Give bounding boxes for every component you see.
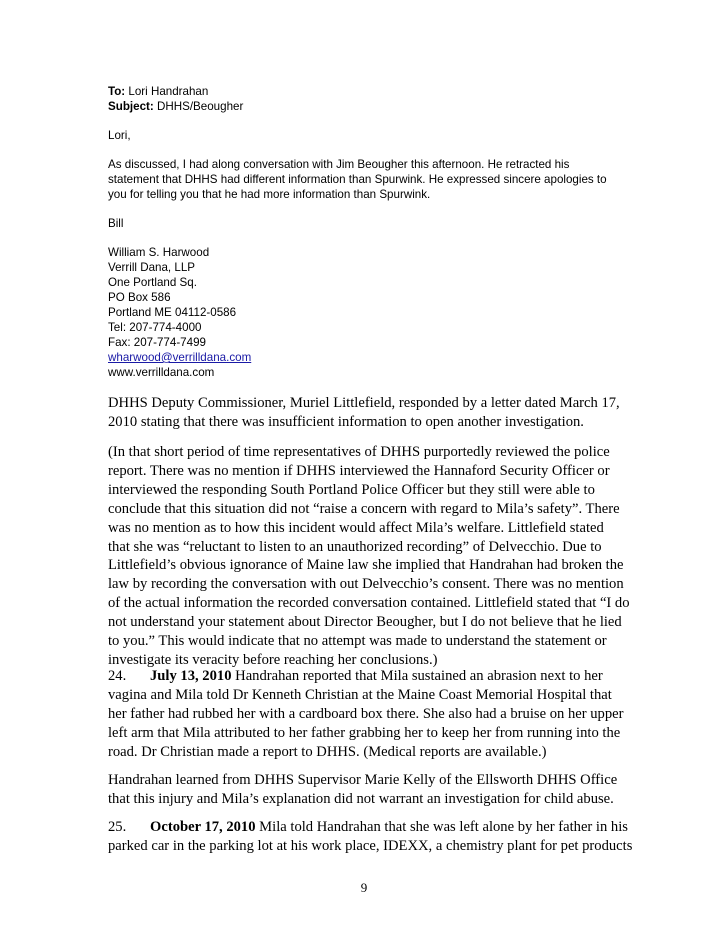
signature-address: PO Box 586	[108, 291, 171, 304]
text-line: law by recording the conversation with out Delvecchio’s consent. There was no mention	[108, 576, 624, 593]
text-line: vagina and Mila told Dr Kenneth Christian at the Maine Coast Memorial Hospital that	[108, 686, 612, 703]
text-line: road. Dr Christian made a report to DHHS. (Medical reports are available.)	[108, 743, 547, 760]
email-body-line: As discussed, I had along conversation with Jim Beougher this afternoon. He retracted his	[108, 158, 570, 171]
email-to-line	[108, 84, 653, 99]
text-line: investigate its veracity before reaching her conclusions.)	[108, 651, 438, 668]
text-line	[108, 818, 653, 837]
text-line: conclude that this situation did not “raise a concern with regard to Mila’s safety”. There	[108, 500, 620, 517]
email-greeting: Lori,	[108, 129, 131, 142]
text-line: Littlefield’s obvious ignorance of Maine law she implied that Handrahan had broken the	[108, 557, 624, 574]
item-number: 25.	[108, 819, 127, 835]
item-text: Handrahan reported that Mila sustained an abrasion next to her	[231, 668, 603, 684]
signature-address: Portland ME 04112-0586	[108, 306, 237, 319]
subject-value: DHHS/Beougher	[156, 100, 244, 113]
email-subject-line	[108, 99, 653, 114]
text-line: left arm that Mila attributed to her father grabbing her to keep her from running into the	[108, 724, 621, 741]
text-line: to you.” This would indicate that no attempt was made to understand the statement or	[108, 633, 607, 650]
numbered-item-25	[108, 818, 653, 856]
to-value: Lori Handrahan	[128, 85, 209, 98]
text-line: that this injury and Mila’s explanation did not warrant an investigation for child abuse.	[108, 790, 614, 807]
text-line: Handrahan learned from DHHS Supervisor Marie Kelly of the Ellsworth DHHS Office	[108, 772, 618, 788]
signature-fax: Fax: 207-774-7499	[108, 336, 206, 349]
item-text: Mila told Handrahan that she was left alone by her father in his	[255, 819, 628, 835]
text-line: DHHS Deputy Commissioner, Muriel Littlefield, responded by a letter dated March 17,	[108, 395, 620, 411]
paragraph-parenthetical	[108, 443, 653, 670]
text-line: of the actual information the recorded conversation contained. Littlefield stated that “I do	[108, 595, 630, 612]
signature-name: William S. Harwood	[108, 246, 210, 259]
text-line: that she was “reluctant to listen to an unauthorized recording” of Delvecchio. Due to	[108, 538, 602, 555]
subject-label: Subject:	[108, 100, 154, 113]
email-body-line: statement that DHHS had different information than Spurwink. He expressed sincere apologies to	[108, 173, 607, 186]
signature-website: www.verrilldana.com	[108, 366, 215, 379]
text-line: report. There was no mention if DHHS interviewed the Hannaford Security Officer or	[108, 462, 610, 479]
to-label: To:	[108, 85, 126, 98]
text-line: (In that short period of time representatives of DHHS purportedly reviewed the police	[108, 444, 610, 460]
email-body-line: you for telling you that he had more information than Spurwink.	[108, 188, 431, 201]
page-number: 9	[360, 880, 368, 895]
signature-address: One Portland Sq.	[108, 276, 197, 289]
item-number: 24.	[108, 668, 127, 684]
text-line: parked car in the parking lot at his work place, IDEXX, a chemistry plant for pet products	[108, 837, 633, 854]
text-line: was no mention as to how this incident would affect Mila’s welfare. Littlefield stated	[108, 519, 604, 536]
item-date: July 13, 2010	[150, 668, 232, 684]
numbered-item-24	[108, 667, 653, 762]
text-line	[108, 667, 653, 686]
paragraph-kelly	[108, 771, 653, 809]
signature-firm: Verrill Dana, LLP	[108, 261, 195, 274]
signature-tel: Tel: 207-774-4000	[108, 321, 202, 334]
text-line: 2010 stating that there was insufficient information to open another investigation.	[108, 413, 584, 430]
signature-email-link[interactable]: wharwood@verrilldana.com	[108, 351, 252, 364]
email-signoff: Bill	[108, 217, 124, 230]
text-line: interviewed the responding South Portland Police Officer but they still were able to	[108, 481, 595, 498]
paragraph-littlefield-response	[108, 394, 653, 432]
email-block	[108, 84, 653, 380]
text-line: her father had rubbed her with a cardboard box there. She also had a bruise on her upper	[108, 705, 624, 722]
item-date: October 17, 2010	[150, 819, 256, 835]
text-line: not understand your statement about Director Beougher, but I do not believe that he lied	[108, 614, 622, 631]
